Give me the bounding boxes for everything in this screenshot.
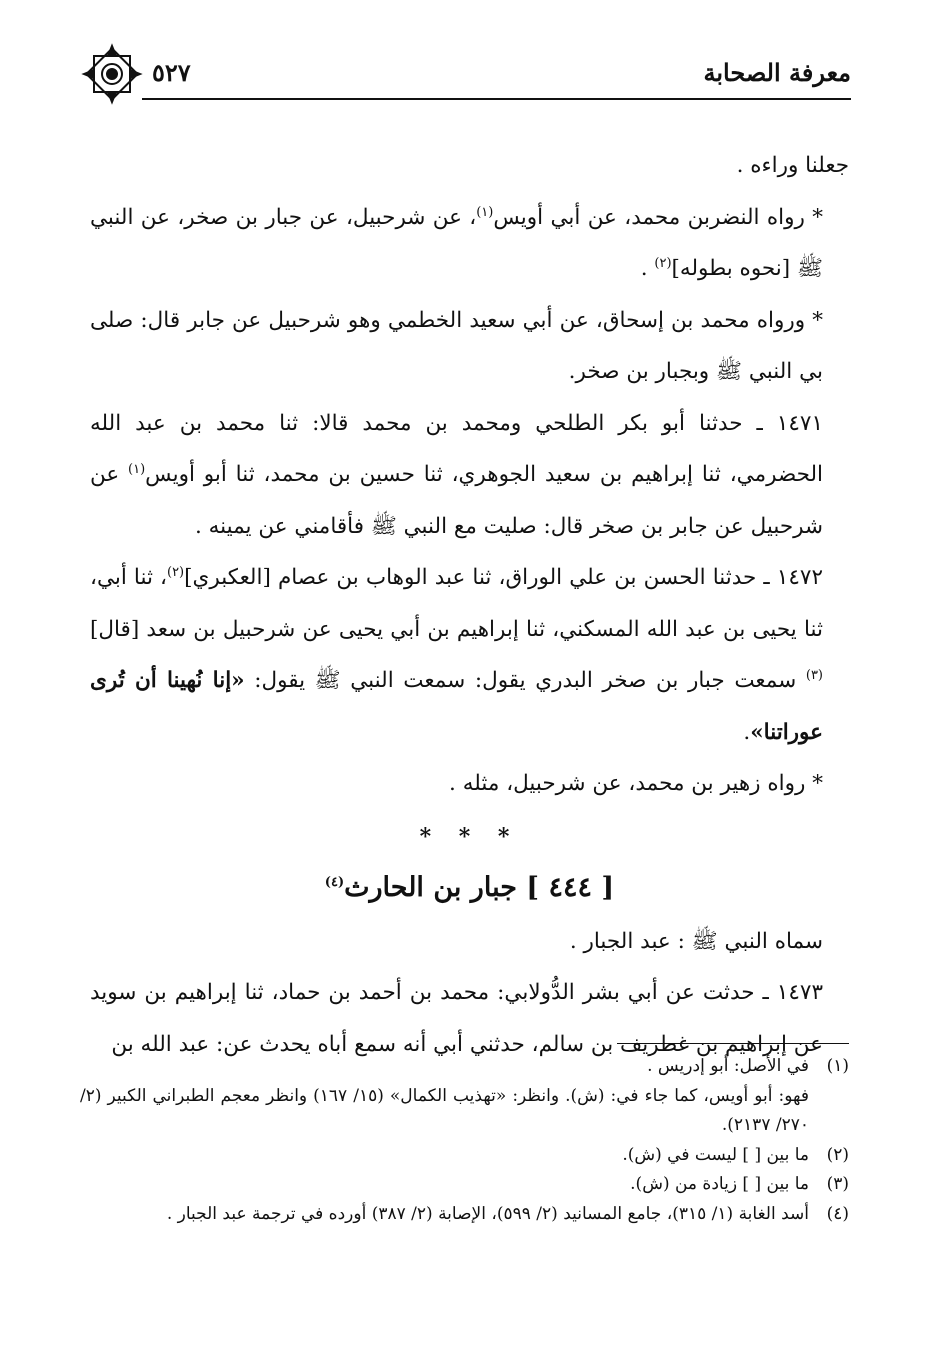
footnote-text: في الأصل: أبو إدريس . (647, 1056, 809, 1076)
paragraph (90, 916, 849, 968)
text: ، ثنا أبي، ثنا يحيى بن عبد الله المسكني، ثنا إبراهيم بن أبي يحيى عن شرحبيل بن سعد [قال] (90, 565, 823, 642)
section-title (90, 860, 849, 916)
text: جعلنا وراءه . (736, 153, 849, 178)
footnote-marker: (٢) (166, 564, 185, 580)
text: عن شرحبيل عن جابر بن صخر قال: صليت مع النبي ﷺ فأقامني عن يمينه . (90, 462, 823, 539)
page-number: ٥٢٧ (152, 58, 191, 87)
footnote-number: (٣) (826, 1174, 849, 1194)
footnote-text: ما بين [ ] زيادة من (ش). (630, 1174, 809, 1194)
running-title: معرفة الصحابة (703, 58, 851, 87)
main-text (90, 140, 849, 1070)
text: * رواه النضربن محمد، عن أبي أويس (493, 204, 824, 230)
footnote-number: (١) (826, 1056, 849, 1076)
section-separator: * * * (419, 823, 520, 850)
footnote-marker: (١) (128, 461, 146, 477)
text: * رواه زهير بن محمد، عن شرحبيل، مثله . (449, 771, 823, 796)
page-header (80, 50, 851, 108)
footnote-marker: (١) (476, 204, 494, 220)
footnote-number: (٢) (826, 1144, 849, 1165)
text: * ورواه محمد بن إسحاق، عن أبي سعيد الخطمي وهو شرحبيل عن جابر قال: صلى بي النبي ﷺ وبجبار بن صخر. (90, 307, 823, 384)
text: ١٤٧٢ ـ حدثنا الحسن بن علي الوراق، ثنا عبد الوهاب بن عصام [العكبري] (184, 565, 823, 590)
footnote-continuation (80, 1082, 849, 1141)
footnote-text: أسد الغابة (١/ ٣١٥)، جامع المسانيد (٢/ ٥٩٩)، الإصابة (٢/ ٣٨٧) أورده في ترجمة عبد الجبار . (166, 1203, 809, 1224)
paragraph (90, 295, 849, 398)
footnote-marker: (٤) (324, 874, 345, 890)
star-ornament-icon (80, 42, 144, 106)
paragraph (90, 398, 849, 553)
footnote-number: (٤) (826, 1203, 849, 1224)
footnote-text: ما بين [ ] ليست في (ش). (622, 1144, 809, 1165)
footnote (80, 1200, 849, 1230)
footnote-marker: (٢) (654, 255, 672, 271)
text: ، عن شرحبيل، عن جبار بن صخر، عن النبي ﷺ [نحوه بطوله] (90, 204, 823, 281)
quote: «إنا نُهينا أن تُرى عوراتنا» (90, 668, 823, 745)
paragraph (90, 758, 849, 810)
text: . (743, 719, 751, 745)
footnotes (80, 1052, 849, 1229)
paragraph (90, 552, 849, 758)
paragraph (90, 140, 849, 192)
text: سماه النبي ﷺ : عبد الجبار . (569, 928, 823, 954)
text: سمعت جبار بن صخر البدري يقول: سمعت النبي ﷺ يقول: (244, 668, 806, 693)
text: . (640, 256, 655, 281)
footnote-rule (617, 1043, 849, 1044)
text: ١٤٧١ ـ حدثنا أبو بكر الطلحي ومحمد بن محمد قالا: ثنا محمد بن عبد الله الحضرمي، ثنا إبراهيم بن سعيد الجوهري، ثنا حسين بن محمد، ثنا أبو أويس (90, 410, 823, 487)
footnote (80, 1141, 849, 1171)
footnote (80, 1170, 849, 1200)
footnote (80, 1052, 849, 1082)
text: ١٤٧٣ ـ حدثت عن أبي بشر الدُّولابي: محمد بن أحمد بن حماد، ثنا إبراهيم بن سويد عن إبراهيم بن غطريف بن سالم، حدثني أبي أنه سمع أباه يحدث عن: عبد الله بن (90, 980, 823, 1057)
header-rule (142, 98, 851, 100)
paragraph (90, 192, 849, 295)
footnote-text: فهو: أبو أويس، كما جاء في: (ش). وانظر: «تهذيب الكمال» (١٥/ ١٦٧) وانظر معجم الطبراني الكبير (٢/ ٢٧٠/ ٢١٣٧). (80, 1085, 810, 1135)
section-title-text: [ ٤٤٤ ] جبار بن الحارث (344, 871, 615, 903)
footnote-marker: (٣) (805, 667, 823, 683)
